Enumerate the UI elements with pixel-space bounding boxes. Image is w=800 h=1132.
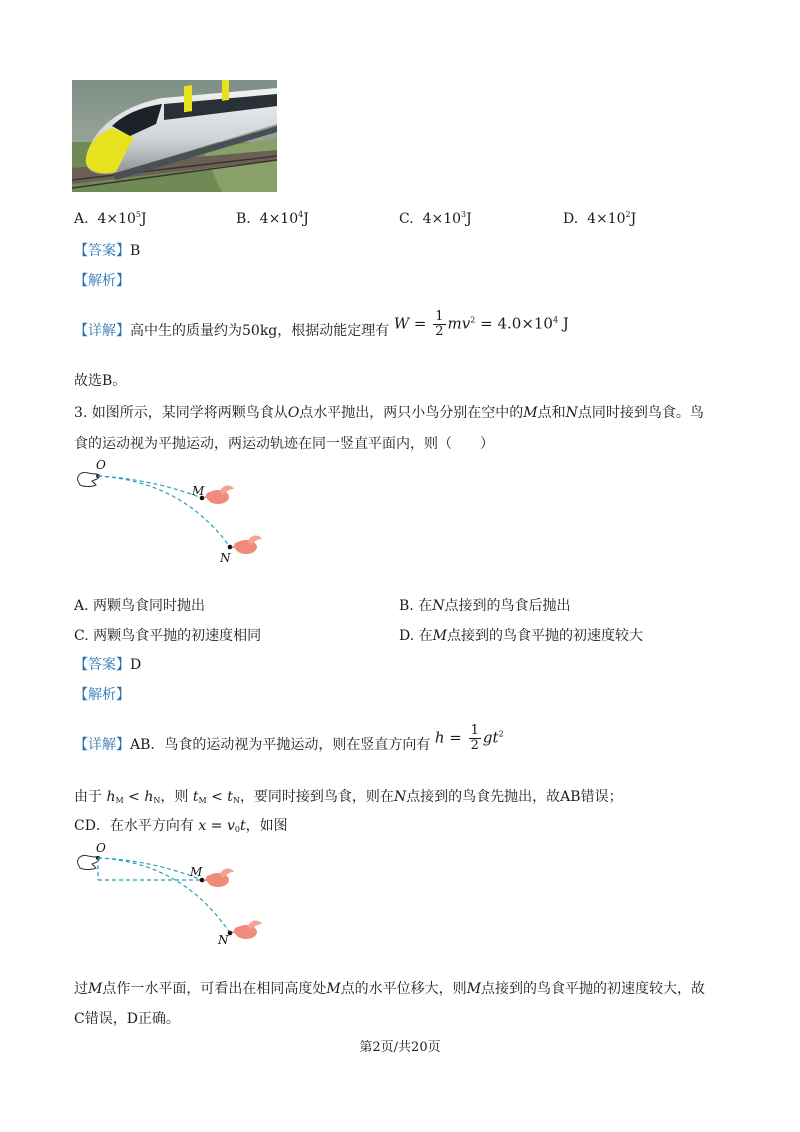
label-m-2: M: [190, 865, 203, 879]
conclusion-line: 故选B。: [74, 373, 127, 389]
q3-stem-line2: 食的运动视为平抛运动，两运动轨迹在同一竖直平面内，则（ ）: [74, 436, 494, 452]
option-b: B. $4\times 10^4J$: [236, 210, 309, 227]
q3-line-d: C错误，D正确。: [74, 1011, 180, 1027]
q3-option-c: C. 两颗鸟食平抛的初速度相同: [74, 628, 262, 644]
label-m: M: [192, 484, 205, 498]
bird-feed-figure: [72, 455, 272, 567]
q3-option-a: A. 两颗鸟食同时抛出: [74, 598, 206, 614]
q3-line-a: 由于 $h_M < h_N$，则 $t_M < t_N$，要同时接到鸟食，则在N点接到的鸟食先抛出，故AB错误；: [74, 789, 623, 805]
q3-line-c: 过M点作一水平面，可看出在相同高度处M点的水平位移大，则M点接到的鸟食平抛的初速度较大，故: [74, 981, 706, 997]
free-fall-formula: h = $\frac{1}{2}$ $gt^2$: [434, 722, 504, 753]
q3-option-b: B. 在N点接到的鸟食后抛出: [399, 598, 571, 614]
train-image: [72, 80, 277, 192]
q3-option-d: D. 在M点接到的鸟食平抛的初速度较大: [399, 628, 643, 644]
label-o-2: O: [96, 841, 106, 855]
option-c: C. $4\times 10^3J$: [399, 210, 472, 227]
kinetic-energy-formula: W = $\frac{1}{2}$ $mv^2 = 4.0\times 10^4$ J: [393, 308, 569, 339]
horizontal-plane-figure: [72, 840, 272, 948]
page-footer: 第2页/共20页: [359, 1040, 441, 1055]
q3-detail-line: 【详解】AB．鸟食的运动视为平抛运动，则在竖直方向有 h = $\frac{1}{2}$ $gt^2$: [74, 722, 504, 753]
q3-analysis-line: 【解析】: [74, 687, 130, 703]
option-d: D. $4\times 10^2J$: [563, 210, 637, 227]
q3-answer-line: 【答案】D: [74, 657, 142, 673]
answer-line: 【答案】B: [74, 243, 141, 259]
analysis-tag: 【解析】: [74, 273, 130, 289]
q3-stem-line1: 3. 如图所示，某同学将两颗鸟食从O点水平抛出，两只小鸟分别在空中的M点和N点同时接到鸟食。鸟: [74, 405, 704, 421]
label-n-2: N: [218, 933, 229, 947]
q3-line-b: CD．在水平方向有 $x = v_0t$，如图: [74, 818, 288, 834]
answer-tag: 【答案】: [74, 243, 130, 259]
label-o: O: [96, 458, 106, 472]
option-a: A. $4\times 10^5J$: [74, 210, 147, 227]
analysis-line: [74, 270, 130, 290]
detail-line: 【详解】高中生的质量约为50kg，根据动能定理有 W = $\frac{1}{2}$ $mv^2 = 4.0\times 10^4$ J: [74, 308, 569, 339]
label-n: N: [220, 551, 231, 565]
